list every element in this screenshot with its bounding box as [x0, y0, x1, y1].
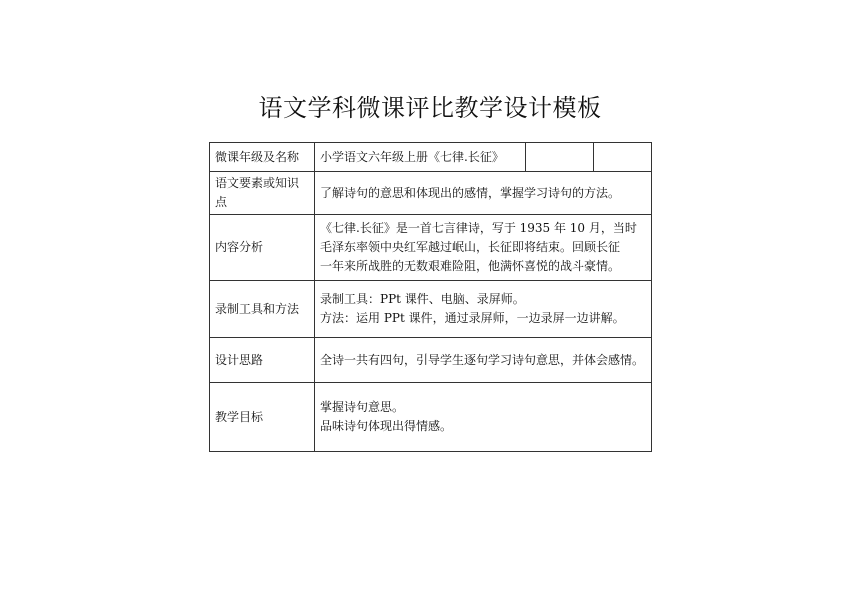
table-row-grade-name — [210, 143, 652, 172]
tools-methods-value — [315, 281, 652, 338]
table-row-teaching-goals — [210, 383, 652, 452]
knowledge-points-value: 了解诗句的意思和体现出的感情，掌握学习诗句的方法。 — [315, 172, 652, 215]
content-analysis-line: 一年来所战胜的无数艰难险阻，他满怀喜悦的战斗豪情。 — [320, 259, 621, 273]
tools-methods-line: 录制工具：PPt 课件、电脑、录屏师。 — [320, 292, 525, 306]
tools-methods-label: 录制工具和方法 — [210, 281, 315, 338]
design-idea-label: 设计思路 — [210, 338, 315, 383]
content-analysis-label: 内容分析 — [210, 215, 315, 281]
teaching-goals-value — [315, 383, 652, 452]
table-row-knowledge-points — [210, 172, 652, 215]
teaching-goal-item: 掌握诗句意思。 — [320, 400, 405, 414]
grade-name-extra-cell-1 — [526, 143, 594, 172]
document-title: 语文学科微课评比教学设计模板 — [258, 94, 602, 122]
table-row-content-analysis — [210, 215, 652, 281]
knowledge-points-label: 语文要素或知识点 — [210, 172, 315, 215]
teaching-goals-label: 教学目标 — [210, 383, 315, 452]
content-analysis-line: 《七律.长征》是一首七言律诗，写于 1935 年 10 月，当时 — [320, 221, 637, 235]
tools-methods-line: 方法：运用 PPt 课件，通过录屏师，一边录屏一边讲解。 — [320, 311, 625, 325]
content-analysis-line: 毛泽东率领中央红军越过岷山，长征即将结束。回顾长征 — [320, 240, 621, 254]
table-row-design-idea — [210, 338, 652, 383]
content-analysis-value — [315, 215, 652, 281]
design-idea-value: 全诗一共有四句，引导学生逐句学习诗句意思，并体会感情。 — [315, 338, 652, 383]
grade-name-label: 微课年级及名称 — [210, 143, 315, 172]
lesson-design-table — [209, 142, 652, 452]
teaching-goal-item: 品味诗句体现出得情感。 — [320, 419, 453, 433]
table-row-tools-methods — [210, 281, 652, 338]
grade-name-extra-cell-2 — [594, 143, 652, 172]
grade-name-value: 小学语文六年级上册《七律.长征》 — [315, 143, 526, 172]
